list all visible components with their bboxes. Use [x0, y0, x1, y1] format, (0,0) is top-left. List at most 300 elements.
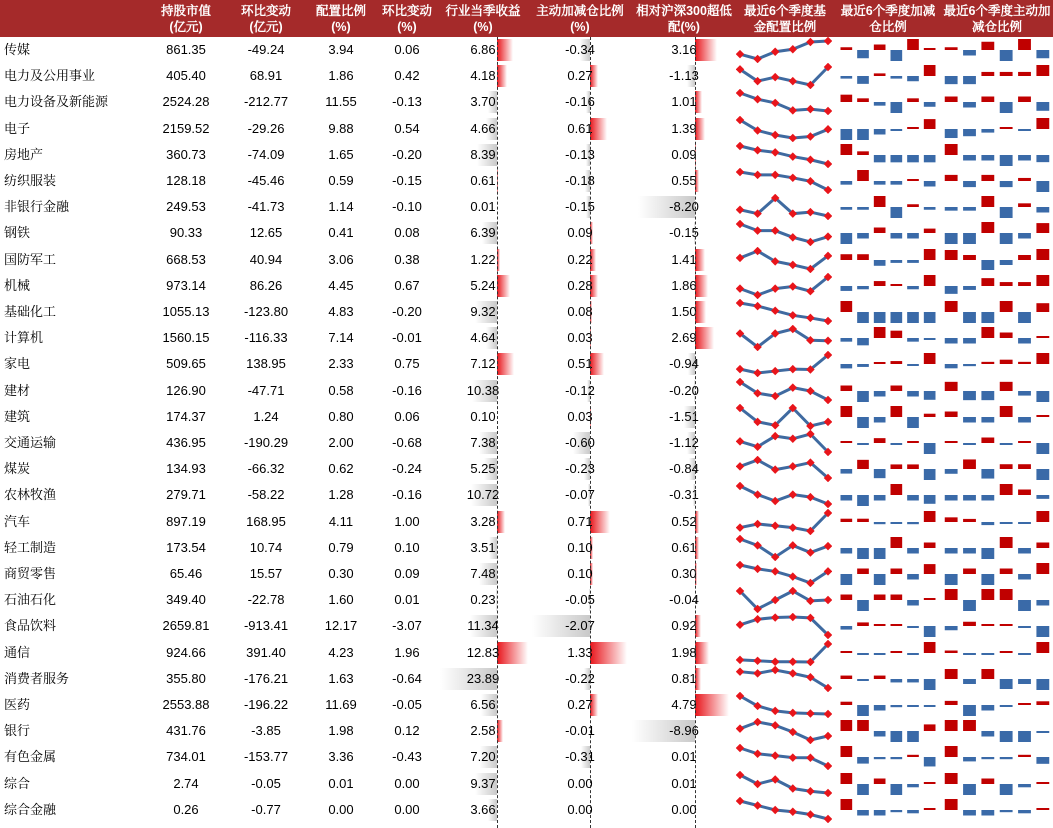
spark-change-col-1 — [857, 338, 869, 345]
spark-active-col-0 — [945, 773, 958, 784]
spark-active-col-3 — [1000, 624, 1013, 626]
spark-alloc-point-2 — [771, 657, 779, 665]
relative-hs300-cell — [634, 563, 734, 585]
allocation-ratio: 0.80 — [328, 408, 354, 424]
spark-change-col-1 — [857, 495, 869, 506]
mv-change: -196.22 — [243, 697, 289, 712]
spark-alloc-point-2 — [771, 752, 779, 760]
spark-alloc-point-0 — [736, 535, 744, 543]
spark-active-col-3 — [1000, 50, 1013, 61]
active-change-cell — [529, 196, 631, 218]
allocation-ratio: 3.94 — [328, 42, 354, 57]
spark-alloc-point-4 — [806, 314, 814, 322]
spark-active — [942, 744, 1052, 770]
spark-active-col-4 — [1018, 362, 1031, 364]
spark-change-col-3 — [891, 361, 903, 364]
spark-active-col-3 — [1000, 443, 1013, 445]
alloc-change: 0.42 — [394, 68, 420, 84]
spark-alloc-point-3 — [789, 282, 797, 290]
spark-change-col-2 — [874, 102, 886, 106]
spark-change-col-0 — [841, 495, 853, 501]
table-row — [0, 640, 1053, 666]
allocation-ratio: 0.58 — [328, 382, 354, 398]
industry-return-label: 6.86 — [470, 42, 496, 57]
industry-name: 农林牧渔 — [4, 487, 57, 503]
spark-alloc-point-1 — [753, 291, 761, 299]
spark-alloc-line — [740, 355, 828, 373]
relative-hs300-label: -8.96 — [669, 723, 699, 739]
spark-active — [942, 613, 1052, 639]
spark-active-col-1 — [963, 443, 976, 445]
spark-active-col-4 — [1018, 522, 1031, 524]
industry-name: 传媒 — [4, 42, 31, 57]
spark-active-col-1 — [963, 679, 976, 684]
spark-alloc-point-5 — [824, 732, 832, 740]
spark-active-col-4 — [1018, 233, 1031, 239]
spark-active — [942, 116, 1052, 142]
spark-alloc — [736, 142, 832, 168]
spark-alloc-line — [740, 801, 828, 819]
industry-return-label: 3.28 — [470, 513, 496, 529]
spark-active-col-2 — [981, 757, 994, 759]
industry-return-label: 10.38 — [466, 382, 500, 398]
industry-name: 汽车 — [4, 513, 31, 529]
spark-active-col-5 — [1036, 731, 1049, 733]
spark-change-col-5 — [924, 511, 936, 522]
spark-change-col-3 — [891, 155, 903, 162]
table-row — [0, 797, 1053, 823]
spark-change-col-1 — [857, 50, 869, 58]
spark-change-col-5 — [924, 626, 936, 637]
spark-change-col-1 — [857, 312, 869, 323]
spark-change-col-2 — [874, 260, 886, 266]
spark-alloc-point-4 — [806, 810, 814, 818]
spark-change-col-5 — [924, 679, 936, 690]
relative-hs300-label: 0.52 — [671, 513, 697, 529]
relative-hs300-label: 1.41 — [671, 251, 697, 267]
spark-active-col-0 — [945, 233, 958, 244]
spark-alloc — [736, 587, 832, 613]
header-spark-alloc: 最近6个季度基金配置比例 — [744, 3, 826, 34]
industry-return-cell — [439, 380, 527, 402]
industry-return-cell — [439, 799, 527, 821]
spark-active-col-5 — [1036, 542, 1049, 548]
spark-alloc-point-0 — [736, 299, 744, 307]
spark-active-col-2 — [981, 260, 994, 270]
industry-name: 机械 — [4, 277, 31, 293]
spark-change-col-3 — [891, 385, 903, 391]
relative-hs300-cell — [634, 432, 734, 454]
spark-active-col-3 — [1000, 651, 1013, 653]
spark-alloc-point-2 — [771, 306, 779, 314]
relative-hs300-label: 1.86 — [671, 277, 697, 293]
relative-hs300-label: 0.09 — [671, 146, 697, 162]
alloc-change: 0.00 — [394, 801, 420, 817]
relative-hs300-cell — [634, 301, 734, 323]
spark-active-col-4 — [1018, 703, 1031, 705]
spark-active — [942, 247, 1052, 273]
industry-return-cell — [439, 39, 527, 61]
industry-name: 银行 — [4, 723, 31, 739]
spark-change-col-5 — [924, 207, 936, 210]
alloc-change: 0.38 — [394, 251, 420, 267]
spark-active-col-4 — [1018, 490, 1031, 496]
industry-return-cell — [439, 694, 527, 716]
spark-active-col-4 — [1018, 600, 1031, 611]
spark-active-col-4 — [1018, 548, 1031, 554]
relative-hs300-label: -1.12 — [669, 435, 699, 450]
market-value: 405.40 — [166, 68, 206, 84]
spark-change — [838, 718, 938, 744]
spark-active-col-2 — [981, 312, 994, 323]
market-value: 90.33 — [169, 225, 203, 241]
spark-active-col-3 — [1000, 360, 1013, 364]
spark-change-col-4 — [907, 391, 919, 397]
spark-change-col-3 — [891, 181, 903, 185]
industry-name: 通信 — [4, 644, 31, 660]
market-value: 2.74 — [173, 775, 199, 791]
spark-active-col-2 — [981, 495, 994, 501]
spark-active-col-5 — [1036, 469, 1049, 480]
spark-active — [942, 456, 1052, 482]
spark-active-col-0 — [945, 250, 958, 260]
spark-change-col-1 — [857, 757, 869, 764]
spark-alloc-line — [740, 513, 828, 531]
spark-change-col-5 — [924, 312, 936, 323]
spark-alloc-point-2 — [771, 99, 779, 107]
active-change-label: -0.01 — [565, 723, 595, 739]
spark-active-col-5 — [1036, 303, 1049, 312]
spark-active-col-3 — [1000, 464, 1013, 469]
spark-alloc-point-4 — [806, 736, 814, 744]
active-change-cell — [529, 746, 631, 768]
spark-active-col-4 — [1018, 312, 1031, 323]
spark-active-col-3 — [1000, 301, 1013, 312]
spark-change — [838, 509, 938, 535]
active-change-cell — [529, 537, 631, 559]
industry-return-label: 3.66 — [470, 801, 496, 817]
relative-hs300-cell — [634, 144, 734, 166]
spark-alloc-point-4 — [806, 548, 814, 556]
spark-change-col-0 — [841, 47, 853, 50]
spark-change — [838, 404, 938, 430]
spark-change-col-4 — [907, 626, 919, 628]
alloc-change: 1.96 — [394, 644, 420, 660]
spark-change-col-0 — [841, 675, 853, 678]
spark-change-col-2 — [874, 548, 886, 559]
relative-zero-axis — [695, 37, 696, 828]
spark-active-col-0 — [945, 175, 958, 181]
market-value: 436.95 — [166, 435, 206, 450]
mv-change: 168.95 — [246, 513, 286, 529]
industry-return-cell — [439, 249, 527, 271]
spark-change — [838, 168, 938, 194]
relative-hs300-cell — [634, 511, 734, 533]
allocation-ratio: 0.00 — [328, 801, 354, 817]
spark-alloc-line — [740, 460, 828, 478]
spark-active-col-1 — [963, 518, 976, 521]
spark-alloc-point-4 — [806, 709, 814, 717]
spark-alloc — [736, 797, 832, 823]
relative-hs300-label: 0.81 — [671, 670, 697, 686]
spark-alloc — [736, 744, 832, 770]
spark-active-col-3 — [1000, 333, 1013, 339]
active-change-label: -0.13 — [565, 146, 595, 162]
spark-change-col-1 — [857, 720, 869, 731]
active-change-label: -0.15 — [565, 199, 595, 215]
header-alloc-change: 环比变动(%) — [381, 3, 432, 34]
spark-active-col-3 — [1000, 127, 1013, 129]
spark-change-col-2 — [874, 45, 886, 51]
spark-active-col-2 — [981, 417, 994, 423]
market-value: 431.76 — [166, 723, 206, 739]
spark-active — [942, 351, 1052, 377]
market-value: 1055.13 — [162, 304, 210, 319]
spark-alloc-point-5 — [824, 233, 832, 241]
relative-hs300-cell — [634, 668, 734, 690]
spark-alloc-point-3 — [789, 233, 797, 241]
spark-alloc-line — [740, 224, 828, 242]
industry-name: 纺织服装 — [4, 173, 57, 188]
header-spark-change: 最近6个季度加减仓比例 — [840, 3, 936, 34]
industry-return-label: 4.18 — [470, 68, 496, 84]
relative-hs300-cell — [634, 615, 734, 637]
industry-name: 交通运输 — [4, 435, 57, 450]
market-value: 734.01 — [166, 749, 206, 765]
spark-alloc — [736, 456, 832, 482]
industry-return-label: 0.61 — [470, 173, 496, 188]
spark-alloc-line — [740, 486, 828, 504]
spark-alloc-point-1 — [753, 302, 761, 310]
spark-change-col-3 — [891, 705, 903, 707]
spark-active-col-3 — [1000, 705, 1013, 707]
spark-change-col-1 — [857, 286, 869, 289]
spark-alloc — [736, 613, 832, 639]
alloc-change: 0.08 — [394, 225, 420, 241]
active-change-label: 0.10 — [567, 539, 593, 555]
alloc-change: -0.01 — [392, 330, 422, 346]
header-market-value: 持股市值(亿元) — [160, 3, 211, 34]
header-allocation-ratio: 配置比例(%) — [315, 3, 366, 34]
spark-active-col-3 — [1000, 233, 1013, 244]
spark-alloc — [736, 771, 832, 797]
spark-change-col-5 — [924, 65, 936, 76]
spark-active-col-0 — [945, 338, 958, 344]
spark-active-col-5 — [1036, 415, 1049, 417]
allocation-ratio: 1.63 — [328, 670, 354, 686]
spark-alloc — [736, 325, 832, 351]
spark-active-col-1 — [963, 207, 976, 211]
industry-name: 煤炭 — [4, 461, 31, 477]
alloc-change: 0.67 — [394, 277, 420, 293]
spark-alloc-point-3 — [789, 462, 797, 470]
spark-change-col-5 — [924, 542, 936, 548]
spark-change — [838, 325, 938, 351]
spark-active-col-2 — [981, 731, 994, 737]
industry-name: 石油石化 — [4, 592, 57, 608]
spark-change-col-4 — [907, 179, 919, 181]
spark-change-col-4 — [907, 705, 919, 707]
spark-change-col-0 — [841, 441, 853, 443]
spark-alloc-point-1 — [753, 369, 761, 377]
spark-change-col-5 — [924, 564, 936, 574]
spark-active — [942, 587, 1052, 613]
spark-active-col-0 — [945, 626, 958, 630]
table-row — [0, 273, 1053, 299]
spark-alloc-point-5 — [824, 500, 832, 508]
spark-change — [838, 194, 938, 220]
industry-name: 建材 — [4, 382, 31, 398]
spark-active-col-2 — [981, 810, 994, 816]
spark-active-col-0 — [945, 701, 958, 705]
relative-hs300-label: 1.39 — [671, 120, 697, 136]
industry-return-cell — [439, 65, 527, 87]
active-change-label: 0.27 — [567, 697, 593, 712]
industry-return-label: 10.72 — [466, 487, 500, 503]
spark-alloc — [736, 509, 832, 535]
spark-active-col-5 — [1036, 495, 1049, 499]
industry-name: 基础化工 — [4, 304, 57, 319]
alloc-change: 0.10 — [394, 539, 420, 555]
market-value: 173.54 — [166, 539, 206, 555]
spark-active-col-5 — [1036, 155, 1049, 162]
spark-active-col-4 — [1018, 441, 1031, 443]
allocation-ratio: 3.36 — [328, 749, 354, 765]
spark-alloc-point-5 — [824, 417, 832, 425]
spark-change-col-4 — [907, 155, 919, 162]
spark-alloc-point-2 — [771, 367, 779, 375]
spark-active-col-4 — [1018, 282, 1031, 286]
mv-change: 12.65 — [249, 225, 283, 241]
spark-active — [942, 509, 1052, 535]
allocation-ratio: 3.06 — [328, 251, 354, 267]
spark-active-col-0 — [945, 76, 958, 84]
spark-alloc-point-4 — [806, 238, 814, 246]
mv-change: -190.29 — [243, 435, 289, 450]
active-change-cell — [529, 91, 631, 113]
spark-alloc — [736, 273, 832, 299]
alloc-change: 0.00 — [394, 775, 420, 791]
relative-hs300-label: -0.31 — [669, 487, 699, 503]
table-row — [0, 482, 1053, 508]
industry-name: 综合金融 — [4, 801, 57, 817]
spark-active-col-2 — [981, 278, 994, 286]
spark-active-col-2 — [981, 705, 994, 711]
spark-alloc — [736, 692, 832, 718]
spark-active-col-3 — [1000, 381, 1013, 390]
industry-return-cell — [439, 222, 527, 244]
spark-change-col-3 — [891, 284, 903, 286]
alloc-change: 0.06 — [394, 42, 420, 57]
relative-hs300-cell — [634, 118, 734, 140]
spark-change-col-3 — [891, 731, 903, 742]
relative-hs300-label: 0.01 — [671, 775, 697, 791]
spark-change — [838, 666, 938, 692]
spark-change-col-3 — [891, 207, 903, 218]
table-row — [0, 351, 1053, 377]
spark-change-col-0 — [841, 207, 853, 210]
relative-hs300-cell — [634, 39, 734, 61]
active-change-cell — [529, 799, 631, 821]
spark-active-col-3 — [1000, 569, 1013, 575]
spark-alloc-point-2 — [771, 806, 779, 814]
spark-change-col-2 — [874, 653, 886, 655]
spark-change-col-0 — [841, 181, 853, 185]
alloc-change: -0.20 — [392, 146, 422, 162]
spark-active-col-0 — [945, 301, 958, 312]
spark-active — [942, 37, 1052, 63]
spark-active — [942, 168, 1052, 194]
relative-hs300-label: 0.01 — [671, 749, 697, 765]
active-change-label: -0.07 — [565, 487, 595, 503]
active-change-cell — [529, 406, 631, 428]
industry-return-label: 3.70 — [470, 94, 496, 110]
spark-alloc-point-4 — [806, 493, 814, 501]
spark-active-col-2 — [981, 653, 994, 655]
spark-alloc-point-0 — [736, 437, 744, 445]
allocation-ratio: 1.98 — [328, 723, 354, 739]
spark-alloc-point-3 — [789, 133, 797, 141]
spark-active-col-3 — [1000, 72, 1013, 76]
industry-name: 电力及公用事业 — [4, 68, 96, 84]
spark-change-col-4 — [907, 99, 919, 103]
spark-change-col-2 — [874, 228, 886, 234]
alloc-change: -0.20 — [392, 304, 422, 319]
spark-active-col-0 — [945, 364, 958, 368]
spark-change-col-4 — [907, 233, 919, 239]
spark-alloc-point-2 — [771, 148, 779, 156]
industry-return-cell — [439, 589, 527, 611]
table-row — [0, 561, 1053, 587]
spark-change-col-1 — [857, 679, 869, 681]
spark-active-col-2 — [981, 222, 994, 233]
spark-active — [942, 430, 1052, 456]
spark-alloc — [736, 561, 832, 587]
spark-alloc-line — [740, 591, 828, 609]
market-value: 355.80 — [166, 670, 206, 686]
spark-alloc-point-0 — [736, 561, 744, 569]
spark-alloc-point-2 — [771, 497, 779, 505]
mv-change: -29.26 — [247, 120, 285, 136]
spark-active-col-1 — [963, 569, 976, 575]
spark-change-col-2 — [874, 624, 886, 626]
spark-change — [838, 535, 938, 561]
spark-change-col-5 — [924, 249, 936, 260]
allocation-ratio: 0.79 — [328, 539, 354, 555]
spark-active-col-2 — [981, 97, 994, 103]
alloc-change: 1.00 — [394, 513, 420, 529]
relative-hs300-cell — [634, 222, 734, 244]
spark-change-col-4 — [907, 39, 919, 50]
mv-change: -0.05 — [251, 775, 281, 791]
active-change-cell — [529, 511, 631, 533]
mv-change: 138.95 — [246, 356, 286, 372]
spark-alloc-line — [740, 67, 828, 85]
market-value: 2159.52 — [162, 120, 210, 136]
market-value: 0.26 — [173, 801, 199, 817]
industry-name: 钢铁 — [4, 225, 31, 241]
spark-change-col-0 — [841, 548, 853, 554]
spark-active-col-4 — [1018, 626, 1031, 628]
spark-change-col-3 — [891, 784, 903, 795]
spark-change-col-0 — [841, 773, 853, 784]
alloc-change: -0.16 — [392, 487, 422, 503]
spark-active-col-4 — [1018, 391, 1031, 396]
spark-active-col-2 — [981, 548, 994, 559]
active-change-label: -0.34 — [565, 42, 595, 57]
spark-active-col-4 — [1018, 784, 1031, 787]
allocation-ratio: 0.59 — [328, 173, 354, 188]
